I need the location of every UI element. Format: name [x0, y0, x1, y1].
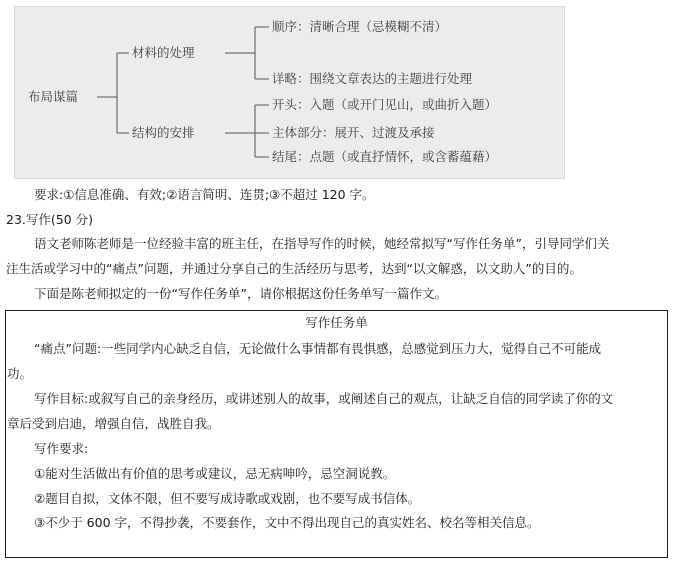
requirement-2: ②题目自拟，文体不限，但不要写成诗歌或戏剧，也不要写成书信体。 [34, 491, 421, 506]
q22-requirements: 要求:①信息准确、有效;②语言简明、连贯;③不超过 120 字。 [34, 187, 375, 202]
goal-line-1: 写作目标:或叙写自己的亲身经历，或讲述别人的故事，或阐述自己的观点，让缺乏自信的同学读了你的文 [34, 391, 614, 406]
diagram-leaf-opening: 开头：入题（或开门见山，或曲折入题） [269, 97, 500, 113]
diagram-root-label: 布局谋篇 [25, 89, 81, 105]
q23-heading: 23.写作(50 分) [6, 212, 94, 227]
diagram-leaf-ending: 结尾：点题（或直抒情怀，或含蓄蕴藉） [269, 149, 500, 165]
layout-structure-diagram [14, 6, 565, 179]
diagram-branch-material: 材料的处理 [129, 45, 198, 61]
pain-point-line-2: 功。 [7, 366, 33, 381]
diagram-leaf-detail: 详略：围绕文章表达的主题进行处理 [269, 71, 475, 87]
writing-task-sheet [5, 310, 668, 558]
q23-intro-line-3: 下面是陈老师拟定的一份“写作任务单”，请你根据这份任务单写一篇作文。 [34, 286, 447, 301]
q23-intro-line-1: 语文老师陈老师是一位经验丰富的班主任，在指导写作的时候，她经常拟写“写作任务单”，引导同学们关 [34, 236, 610, 251]
diagram-leaf-order: 顺序：清晰合理（忌模糊不清） [269, 19, 450, 35]
goal-line-2: 章后受到启迪，增强自信，战胜自我。 [7, 416, 220, 431]
q23-intro-line-2: 注生活或学习中的“痛点”问题，并通过分享自己的生活经历与思考，达到“以文解惑，以文助人”的目的。 [6, 261, 582, 276]
requirement-3: ③不少于 600 字，不得抄袭，不要套作，文中不得出现自己的真实姓名、校名等相关信息。 [34, 515, 540, 530]
pain-point-line-1: “痛点”问题:一些同学内心缺乏自信，无论做什么事情都有畏惧感，总感觉到压力大，觉得自己不可能成 [34, 341, 602, 356]
requirements-title: 写作要求: [34, 441, 89, 456]
requirement-1: ①能对生活做出有价值的思考或建议，忌无病呻吟，忌空洞说教。 [34, 466, 396, 481]
diagram-leaf-body: 主体部分：展开、过渡及承接 [269, 125, 438, 141]
task-sheet-title: 写作任务单 [305, 315, 368, 330]
diagram-branch-structure: 结构的安排 [129, 125, 198, 141]
